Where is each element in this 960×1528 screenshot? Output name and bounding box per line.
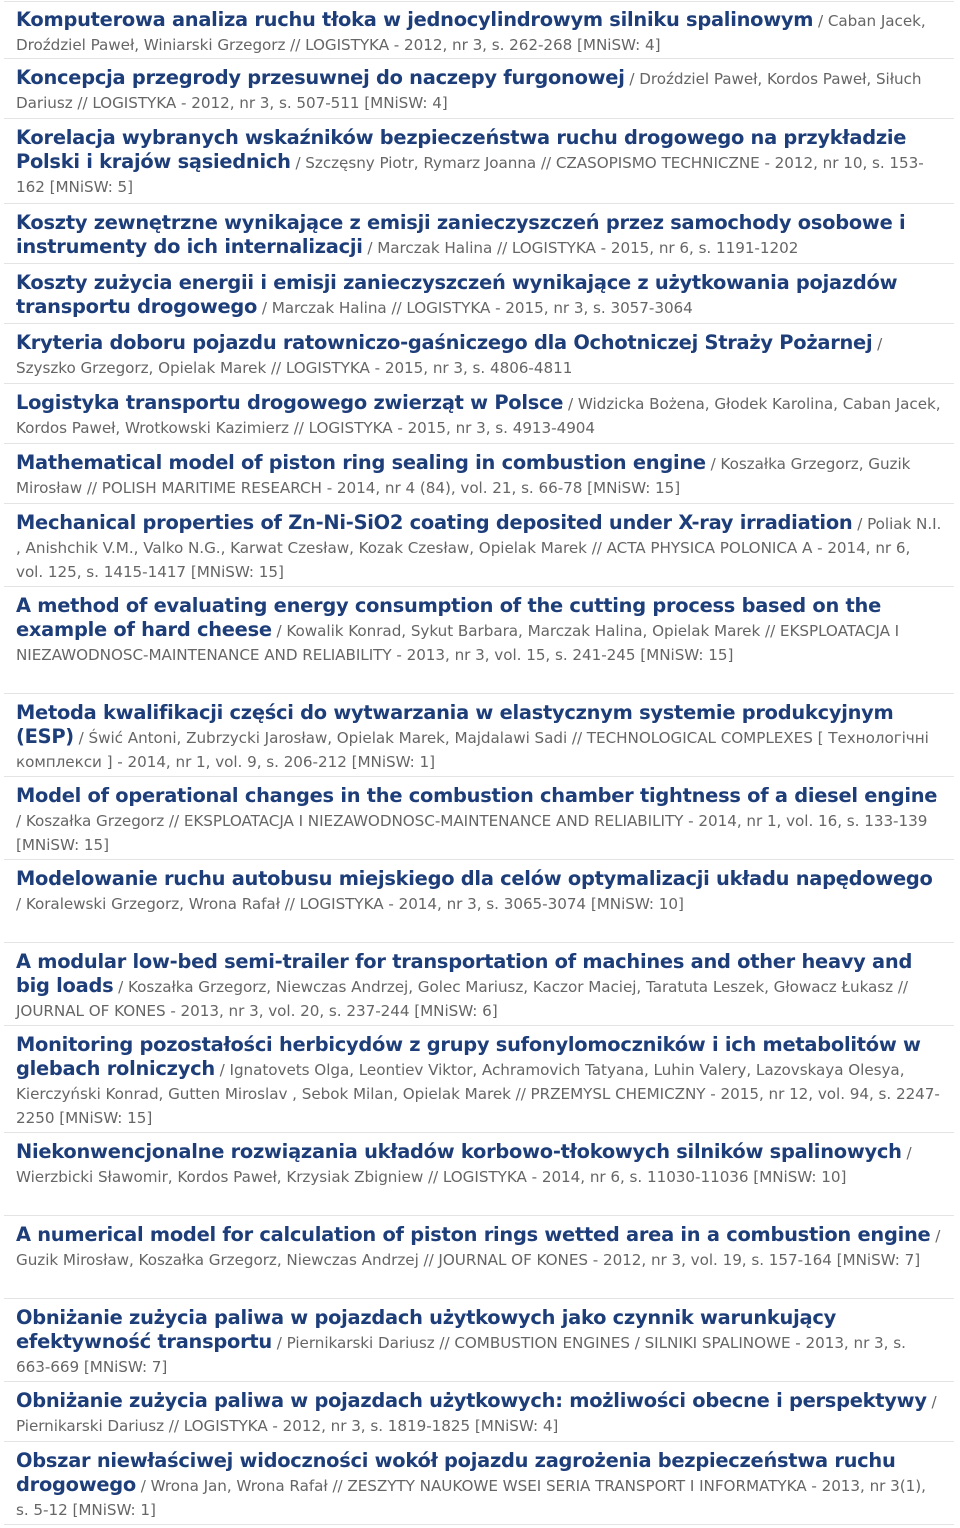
publication-details: / Marczak Halina // LOGISTYKA - 2015, nr 6, s. 1191-1202 (362, 239, 799, 257)
publication-details: / Wrona Jan, Wrona Rafał // ZESZYTY NAUKOWE WSEI SERIA TRANSPORT I INFORMATYKA - 2013, nr 3(1), s. 5-12 [MNiSW: 1] (16, 1477, 926, 1519)
publication-entry (4, 60, 954, 119)
publication-details: / Droździel Paweł, Kordos Paweł, Siłuch Dariusz // LOGISTYKA - 2012, nr 3, s. 507-511 [MNiSW: 4] (16, 70, 922, 112)
publication-title-link[interactable]: A numerical model for calculation of piston rings wetted area in a combustion engine (16, 1223, 931, 1246)
publication-title-link[interactable]: Monitoring pozostałości herbicydów z grupy sufonylomoczników i ich metabolitów w glebach rolniczych (16, 1033, 921, 1080)
publication-title-link[interactable]: Obszar niewłaściwej widoczności wokół pojazdu zagrożenia bezpieczeństwa ruchu drogowego (16, 1449, 896, 1496)
publication-details: / Koszałka Grzegorz, Guzik Mirosław // POLISH MARITIME RESEARCH - 2014, nr 4 (84), vol. 21, s. 66-78 [MNiSW: 15] (16, 455, 911, 497)
publication-details: / Wierzbicki Sławomir, Kordos Paweł, Krzysiak Zbigniew // LOGISTYKA - 2014, nr 6, s. 11030-11036 [MNiSW: 10] (16, 1144, 912, 1186)
publication-title-link[interactable]: A modular low-bed semi-trailer for transportation of machines and other heavy and big loads (16, 950, 913, 997)
publication-entry (4, 588, 954, 694)
publication-entry (4, 1027, 954, 1133)
publication-entry (4, 778, 954, 860)
publication-entry (4, 695, 954, 777)
publication-entry (4, 445, 954, 504)
publication-title-link[interactable]: Modelowanie ruchu autobusu miejskiego dla celów optymalizacji układu napędowego (16, 867, 933, 890)
publication-entry (4, 325, 954, 384)
publication-title-link[interactable]: Mathematical model of piston ring sealing in combustion engine (16, 451, 706, 474)
publication-details: / Piernikarski Dariusz // LOGISTYKA - 2012, nr 3, s. 1819-1825 [MNiSW: 4] (16, 1393, 937, 1435)
publication-entry (4, 1300, 954, 1382)
publication-entry (4, 1134, 954, 1216)
publication-title-link[interactable]: A method of evaluating energy consumption of the cutting process based on the example of hard cheese (16, 594, 881, 641)
publication-title-link[interactable]: Mechanical properties of Zn-Ni-SiO2 coating deposited under X-ray irradiation (16, 511, 853, 534)
publication-details: / Szyszko Grzegorz, Opielak Marek // LOGISTYKA - 2015, nr 3, s. 4806-4811 (16, 335, 883, 377)
publication-title-link[interactable]: Obniżanie zużycia paliwa w pojazdach użytkowych: możliwości obecne i perspektywy (16, 1389, 927, 1412)
publication-details: / Poliak N.I. , Anishchik V.M., Valko N.G., Karwat Czesław, Kozak Czesław, Opielak Marek // ACTA PHYSICA POLONICA A - 2014, nr 6, vol. 125, s. 1415-1417 [MNiSW: 15] (16, 515, 942, 581)
publication-title-link[interactable]: Koszty zużycia energii i emisji zanieczyszczeń wynikające z użytkowania pojazdów transportu drogowego (16, 271, 898, 318)
publication-title-link[interactable]: Metoda kwalifikacji części do wytwarzania w elastycznym systemie produkcyjnym (ESP) (16, 701, 894, 748)
publication-title-link[interactable]: Logistyka transportu drogowego zwierząt w Polsce (16, 391, 564, 414)
publication-entry (4, 1383, 954, 1442)
publication-details: / Marczak Halina // LOGISTYKA - 2015, nr 3, s. 3057-3064 (257, 299, 693, 317)
publication-title-link[interactable]: Obniżanie zużycia paliwa w pojazdach użytkowych jako czynnik warunkujący efektywność transportu (16, 1306, 836, 1353)
publication-details: / Koralewski Grzegorz, Wrona Rafał // LOGISTYKA - 2014, nr 3, s. 3065-3074 [MNiSW: 10] (16, 895, 684, 913)
publication-details: / Caban Jacek, Droździel Paweł, Winiarski Grzegorz // LOGISTYKA - 2012, nr 3, s. 262-268 [MNiSW: 4] (16, 12, 926, 54)
publication-entry (4, 205, 954, 264)
publication-entry (4, 385, 954, 444)
publication-title-link[interactable]: Koszty zewnętrzne wynikające z emisji zanieczyszczeń przez samochody osobowe i instrumenty do ich internalizacji (16, 211, 906, 258)
publication-title-link[interactable]: Korelacja wybranych wskaźników bezpieczeństwa ruchu drogowego na przykładzie Polski i krajów sąsiednich (16, 126, 907, 173)
publication-entry (4, 265, 954, 324)
publication-title-link[interactable]: Koncepcja przegrody przesuwnej do naczepy furgonowej (16, 66, 625, 89)
publication-details: / Szczęsny Piotr, Rymarz Joanna // CZASOPISMO TECHNICZNE - 2012, nr 10, s. 153-162 [MNiSW: 5] (16, 154, 924, 196)
publication-details: / Guzik Mirosław, Koszałka Grzegorz, Niewczas Andrzej // JOURNAL OF KONES - 2012, nr 3, vol. 19, s. 157-164 [MNiSW: 7] (16, 1227, 941, 1269)
publication-entry (4, 1217, 954, 1299)
publication-details: / Kowalik Konrad, Sykut Barbara, Marczak Halina, Opielak Marek // EKSPLOATACJA I NIEZAWODNOSC-MAINTENANCE AND RELIABILITY - 2013, nr 3, vol. 15, s. 241-245 [MNiSW: 15] (16, 622, 900, 664)
publication-entry (4, 1, 954, 59)
publication-entry (4, 505, 954, 587)
publication-entry (4, 120, 954, 204)
publication-details: / Ignatovets Olga, Leontiev Viktor, Achramovich Tatyana, Luhin Valery, Lazovskaya Olesya, Kierczyński Konrad, Gutten Miroslav , Sebok Milan, Opielak Marek // PRZEMYSL CHEMICZNY - 2015, nr 12, vol. 94, s. 2247-2250 [MNiSW: 15] (16, 1061, 940, 1127)
publication-entry (4, 944, 954, 1026)
publication-title-link[interactable]: Niekonwencjonalne rozwiązania układów korbowo-tłokowych silników spalinowych (16, 1140, 902, 1163)
publication-entry (4, 861, 954, 943)
publication-details: / Widzicka Bożena, Głodek Karolina, Caban Jacek, Kordos Paweł, Wrotkowski Kazimierz // LOGISTYKA - 2015, nr 3, s. 4913-4904 (16, 395, 941, 437)
publication-title-link[interactable]: Kryteria doboru pojazdu ratowniczo-gaśniczego dla Ochotniczej Straży Pożarnej (16, 331, 873, 354)
publication-details: / Koszałka Grzegorz // EKSPLOATACJA I NIEZAWODNOSC-MAINTENANCE AND RELIABILITY - 2014, nr 1, vol. 16, s. 133-139 [MNiSW: 15] (16, 812, 928, 854)
publication-details: / Świć Antoni, Zubrzycki Jarosław, Opielak Marek, Majdalawi Sadi // TECHNOLOGICAL COMPLEXES [ Технологічні комплекси ] - 2014, nr 1, vol. 9, s. 206-212 [MNiSW: 1] (16, 729, 929, 771)
publication-title-link[interactable]: Komputerowa analiza ruchu tłoka w jednocylindrowym silniku spalinowym (16, 8, 814, 31)
publication-details: / Koszałka Grzegorz, Niewczas Andrzej, Golec Mariusz, Kaczor Maciej, Taratuta Leszek, Głowacz Łukasz // JOURNAL OF KONES - 2013, nr 3, vol. 20, s. 237-244 [MNiSW: 6] (16, 978, 908, 1020)
publication-details: / Piernikarski Dariusz // COMBUSTION ENGINES / SILNIKI SPALINOWE - 2013, nr 3, s. 663-669 [MNiSW: 7] (16, 1334, 906, 1376)
publication-entry (4, 1443, 954, 1525)
publication-title-link[interactable]: Model of operational changes in the combustion chamber tightness of a diesel engine (16, 784, 938, 807)
